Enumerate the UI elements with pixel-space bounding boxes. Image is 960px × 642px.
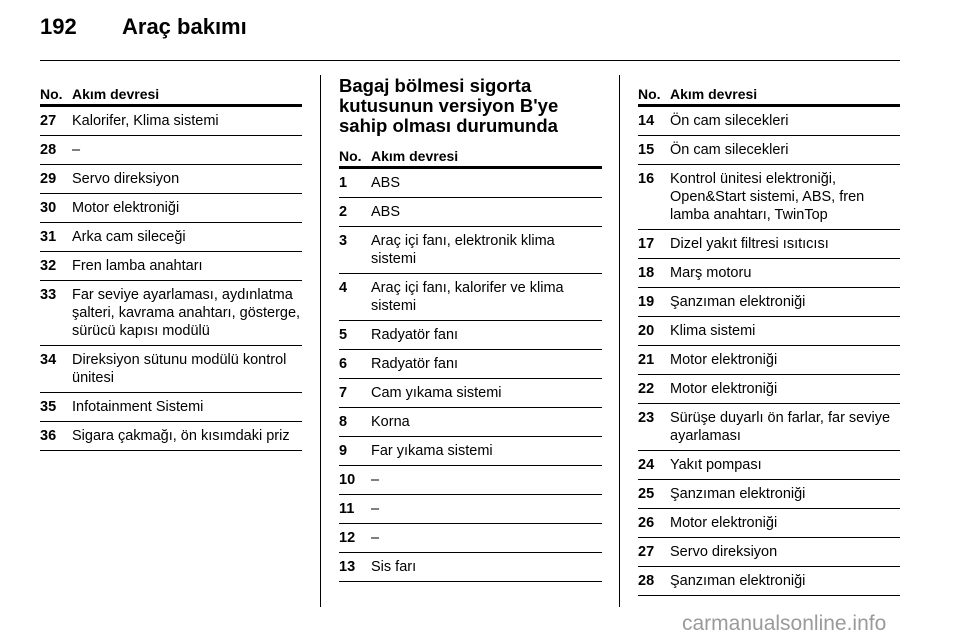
table-row	[638, 230, 900, 259]
table-row	[638, 107, 900, 136]
table-row	[40, 223, 302, 252]
table-row	[40, 422, 302, 451]
header-circuit: Akım devresi	[371, 148, 459, 164]
fuse-number: 18	[638, 265, 655, 281]
circuit-description: –	[72, 142, 81, 158]
table-row	[40, 136, 302, 165]
fuse-number: 19	[638, 294, 655, 310]
circuit-description: Klima sistemi	[670, 323, 756, 339]
circuit-description: Sis farı	[371, 559, 417, 575]
table-row	[638, 480, 900, 509]
header-divider	[40, 60, 900, 61]
table-row	[40, 252, 302, 281]
watermark: carmanualsonline.info	[682, 612, 887, 635]
fuse-number: 20	[638, 323, 655, 339]
fuse-number: 13	[339, 559, 356, 575]
circuit-description: Korna	[371, 414, 410, 430]
middle-section	[339, 76, 602, 582]
table-row	[638, 538, 900, 567]
table-header	[638, 82, 900, 107]
circuit-description: ABS	[371, 175, 401, 191]
table-row	[638, 509, 900, 538]
left-fuse-table	[40, 82, 302, 451]
fuse-number: 30	[40, 200, 57, 216]
fuse-number: 31	[40, 229, 57, 245]
circuit-description: Sigara çakmağı, ön kısımdaki priz	[72, 428, 290, 444]
table-body	[339, 169, 602, 582]
fuse-number: 21	[638, 352, 655, 368]
table-row	[638, 375, 900, 404]
header-no: No.	[339, 148, 362, 164]
header-no: No.	[638, 86, 661, 102]
circuit-description: Dizel yakıt filtresi ısıtıcısı	[670, 236, 829, 252]
table-row	[339, 198, 602, 227]
fuse-number: 26	[638, 515, 655, 531]
header-no: No.	[40, 86, 63, 102]
circuit-description: Motor elektroniği	[670, 515, 778, 531]
header-circuit: Akım devresi	[72, 86, 160, 102]
table-row	[638, 165, 900, 230]
circuit-description: Direksiyon sütunu modülü kontrol ünitesi	[72, 352, 287, 386]
circuit-description: Şanzıman elektroniği	[670, 573, 806, 589]
circuit-description: –	[371, 530, 380, 546]
circuit-description: Fren lamba anahtarı	[72, 258, 203, 274]
circuit-description: Infotainment Sistemi	[72, 399, 204, 415]
circuit-description: Radyatör fanı	[371, 356, 459, 372]
table-row	[339, 408, 602, 437]
fuse-number: 12	[339, 530, 356, 546]
fuse-number: 17	[638, 236, 655, 252]
table-row	[40, 346, 302, 393]
circuit-description: Şanzıman elektroniği	[670, 486, 806, 502]
fuse-number: 34	[40, 352, 57, 368]
column-divider-right	[619, 75, 620, 607]
circuit-description: Kontrol ünitesi elektroniği, Open&Start sistemi, ABS, fren lamba anahtarı, TwinTop	[670, 171, 865, 223]
fuse-number: 9	[339, 443, 348, 459]
circuit-description: Sürüşe duyarlı ön farlar, far seviye ayarlaması	[670, 410, 891, 444]
circuit-description: Far yıkama sistemi	[371, 443, 493, 459]
page-number: 192	[40, 14, 77, 39]
fuse-number: 5	[339, 327, 348, 343]
circuit-description: Kalorifer, Klima sistemi	[72, 113, 219, 129]
table-row	[638, 136, 900, 165]
fuse-number: 3	[339, 233, 348, 249]
circuit-description: –	[371, 501, 380, 517]
circuit-description: Motor elektroniği	[670, 381, 778, 397]
table-row	[638, 346, 900, 375]
fuse-number: 15	[638, 142, 655, 158]
circuit-description: Radyatör fanı	[371, 327, 459, 343]
circuit-description: –	[371, 472, 380, 488]
table-row	[40, 194, 302, 223]
table-row	[339, 350, 602, 379]
table-row	[638, 451, 900, 480]
fuse-number: 33	[40, 287, 57, 303]
circuit-description: Cam yıkama sistemi	[371, 385, 502, 401]
column-divider-left	[320, 75, 321, 607]
table-row	[40, 393, 302, 422]
table-row	[339, 227, 602, 274]
circuit-description: Far seviye ayarlaması, aydınlatma şalteri, kavrama anahtarı, gösterge, sürücü kapısı modülü	[72, 287, 301, 339]
fuse-number: 11	[339, 501, 355, 517]
table-row	[40, 281, 302, 346]
fuse-number: 2	[339, 204, 348, 220]
table-row	[638, 404, 900, 451]
fuse-number: 28	[40, 142, 57, 158]
table-row	[339, 553, 602, 582]
circuit-description: Ön cam silecekleri	[670, 142, 789, 158]
circuit-description: Servo direksiyon	[670, 544, 778, 560]
table-row	[339, 274, 602, 321]
circuit-description: Araç içi fanı, elektronik klima sistemi	[371, 233, 555, 267]
table-row	[638, 259, 900, 288]
table-row	[638, 567, 900, 596]
fuse-number: 7	[339, 385, 348, 401]
fuse-number: 27	[638, 544, 655, 560]
circuit-description: ABS	[371, 204, 401, 220]
table-row	[339, 466, 602, 495]
fuse-number: 36	[40, 428, 57, 444]
fuse-number: 35	[40, 399, 57, 415]
fuse-number: 22	[638, 381, 655, 397]
circuit-description: Servo direksiyon	[72, 171, 180, 187]
fuse-number: 6	[339, 356, 348, 372]
circuit-description: Araç içi fanı, kalorifer ve klima sistemi	[371, 280, 564, 314]
table-row	[40, 107, 302, 136]
section-title: Bagaj bölmesi sigorta kutusunun versiyon B'ye sahip olması durumunda	[339, 75, 559, 136]
fuse-number: 16	[638, 171, 655, 187]
table-header	[40, 82, 302, 107]
fuse-number: 25	[638, 486, 655, 502]
table-body	[638, 107, 900, 596]
right-fuse-table	[638, 82, 900, 596]
table-row	[638, 288, 900, 317]
fuse-number: 8	[339, 414, 348, 430]
table-body	[40, 107, 302, 451]
circuit-description: Motor elektroniği	[72, 200, 180, 216]
fuse-number: 4	[339, 280, 348, 296]
circuit-description: Ön cam silecekleri	[670, 113, 789, 129]
fuse-number: 14	[638, 113, 655, 129]
fuse-number: 29	[40, 171, 57, 187]
fuse-number: 1	[339, 175, 348, 191]
fuse-number: 23	[638, 410, 655, 426]
circuit-description: Yakıt pompası	[670, 457, 762, 473]
table-row	[638, 317, 900, 346]
table-row	[339, 495, 602, 524]
table-row	[339, 437, 602, 466]
fuse-number: 27	[40, 113, 57, 129]
table-row	[339, 169, 602, 198]
table-row	[339, 379, 602, 408]
table-header	[339, 144, 602, 169]
fuse-number: 24	[638, 457, 655, 473]
fuse-number: 28	[638, 573, 655, 589]
fuse-number: 10	[339, 472, 356, 488]
circuit-description: Arka cam sileceği	[72, 229, 186, 245]
table-row	[339, 524, 602, 553]
circuit-description: Şanzıman elektroniği	[670, 294, 806, 310]
circuit-description: Marş motoru	[670, 265, 752, 281]
table-row	[339, 321, 602, 350]
header-circuit: Akım devresi	[670, 86, 758, 102]
fuse-number: 32	[40, 258, 57, 274]
circuit-description: Motor elektroniği	[670, 352, 778, 368]
table-row	[40, 165, 302, 194]
page-title: Araç bakımı	[122, 14, 247, 39]
